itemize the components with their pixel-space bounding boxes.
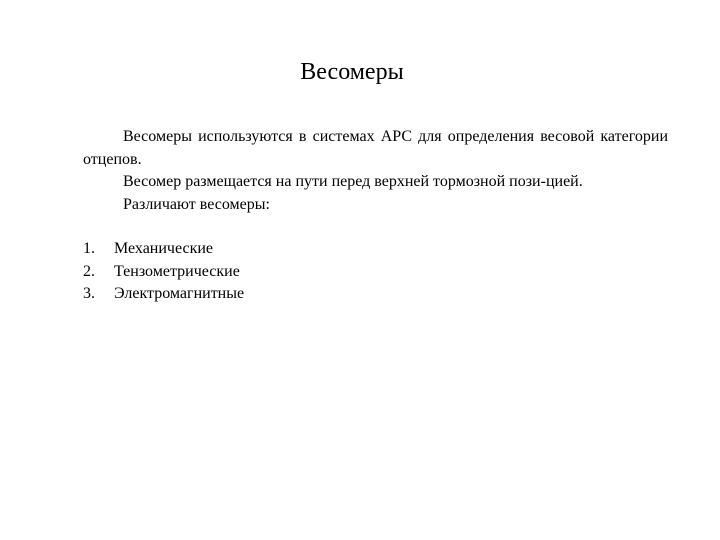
list-item	[83, 238, 668, 261]
slide-title-text: Весомеры	[300, 59, 404, 85]
spacer	[83, 216, 668, 238]
paragraph-types-intro: Различают весомеры:	[123, 195, 270, 213]
list-item-text: Электромагнитные	[114, 285, 245, 302]
list-item-number: 1.	[83, 240, 95, 257]
list-item-text: Механические	[114, 240, 214, 257]
types-list	[83, 238, 668, 306]
slide-body	[83, 126, 668, 306]
list-item	[83, 261, 668, 284]
paragraph-placement: Весомер размещается на пути перед верхней тормозной пози-цией.	[123, 173, 583, 190]
list-item	[83, 283, 668, 306]
list-item-text: Тензометрические	[114, 262, 240, 280]
list-item-number: 2.	[83, 262, 95, 280]
paragraph-usage: Весомеры используются в системах АРС для определения весовой категории отцепов.	[83, 128, 668, 168]
list-item-number: 3.	[83, 285, 95, 302]
slide-title	[0, 56, 720, 88]
